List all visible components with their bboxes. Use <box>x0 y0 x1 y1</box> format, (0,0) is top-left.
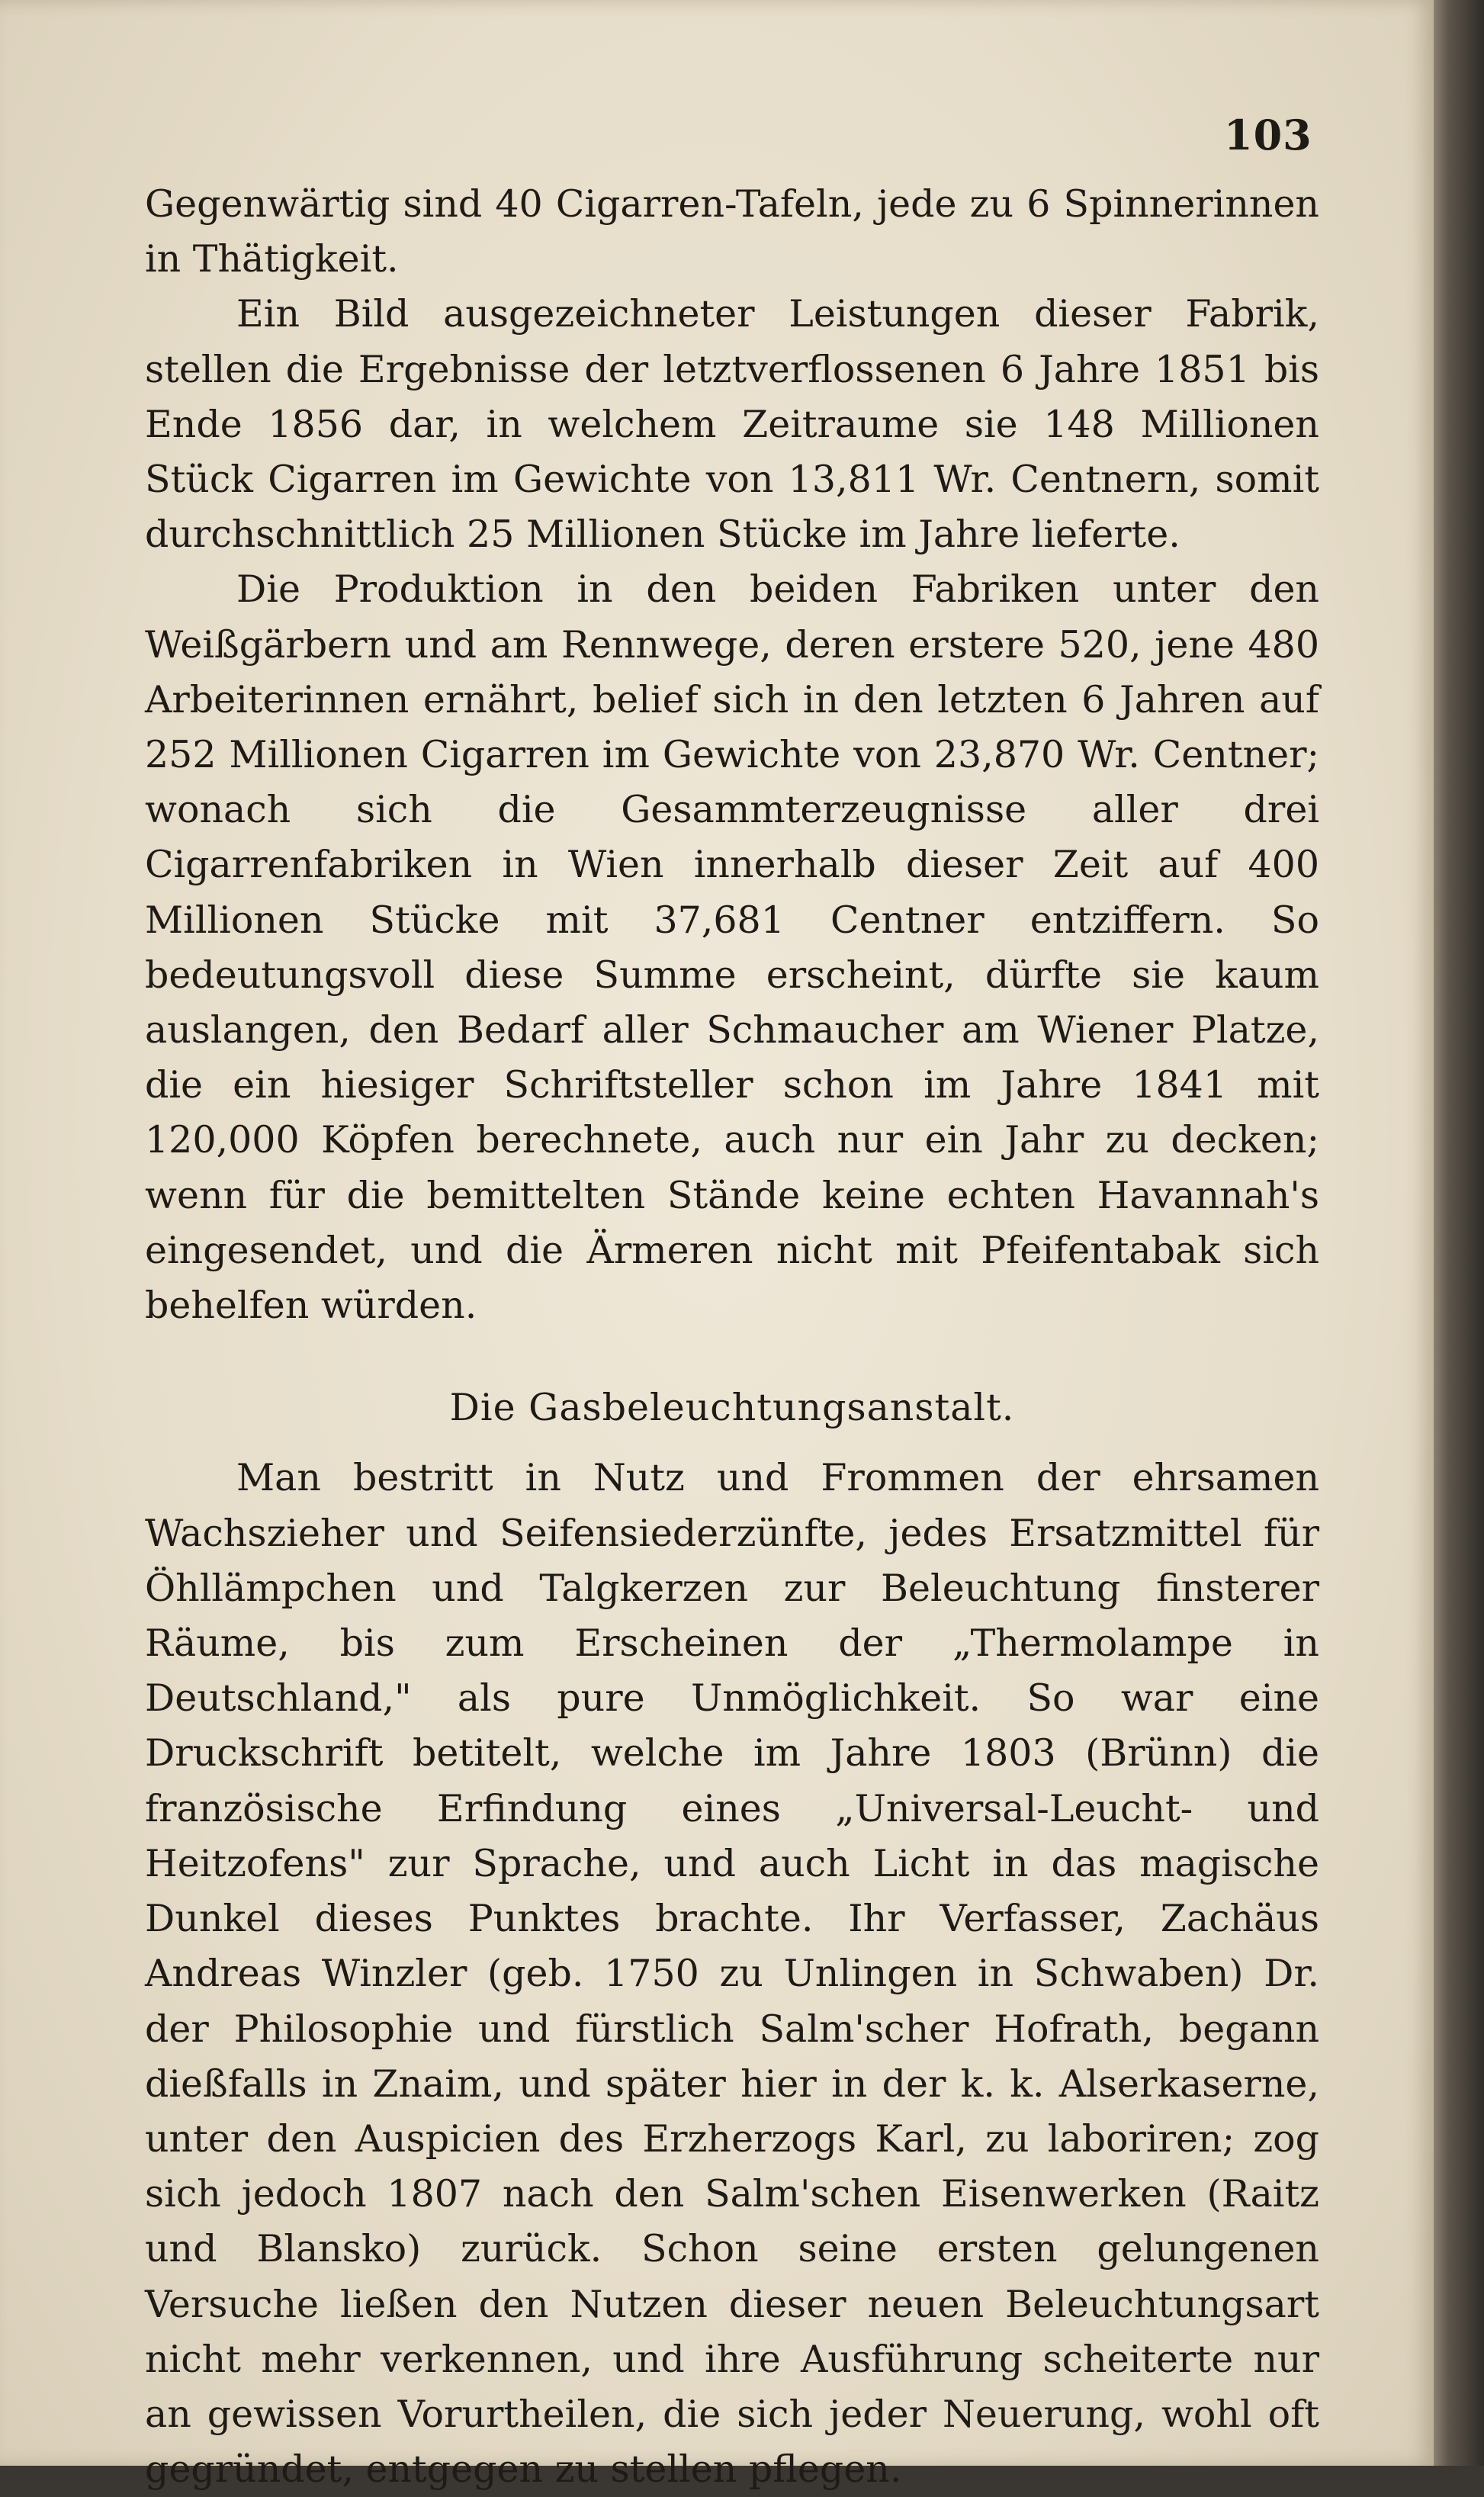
book-edge <box>1434 0 1484 2466</box>
paragraph-2: Ein Bild ausgezeichneter Leistungen dieser Fabrik, stellen die Ergebnisse der letztverflossenen 6 Jahre 1851 bis Ende 1856 dar, in welchem Zeitraume sie 148 Millionen Stück Cigarren im Gewichte von 13,811 Wr. Centnern, somit durchschnittlich 25 Millionen Stücke im Jahre lieferte. <box>145 292 1319 557</box>
paragraph-4: Man bestritt in Nutz und Frommen der ehrsamen Wachszieher und Seifensiederzünfte, jedes Ersatzmittel für Öhllämpchen und Talgkerzen zur Beleuchtung finsterer Räume, bis zum Erscheinen der „Thermolampe in Deutschland," als pure Unmöglichkeit. So war eine Druckschrift betitelt, welche im Jahre 1803 (Brünn) die französische Erfindung eines „Universal-Leucht- und Heitzofens" zur Sprache, und auch Licht in das magische Dunkel dieses Punktes brachte. Ihr Verfasser, Zachäus Andreas Winzler (geb. 1750 zu Unlingen in Schwaben) Dr. der Philosophie und fürstlich Salm'scher Hofrath, begann dießfalls in Znaim, und später hier in der k. k. Alserkaserne, unter den Auspicien des Erzherzogs Karl, zu laboriren; zog sich jedoch 1807 nach den Salm'schen Eisenwerken (Raitz und Blansko) zurück. Schon seine ersten gelungenen Versuche ließen den Nutzen dieser neuen Beleuchtungsart nicht mehr verkennen, und ihre Ausführung scheiterte nur an gewissen Vorurtheilen, die sich jeder Neuerung, wohl oft gegründet, entgegen zu stellen pflegen. <box>145 1456 1319 2492</box>
paragraph-1: Gegenwärtig sind 40 Cigarren-Tafeln, jede zu 6 Spinnerinnen in Thätigkeit. <box>145 182 1319 281</box>
body-text <box>145 177 1319 2497</box>
page-number: 103 <box>1224 111 1312 159</box>
paragraph-3: Die Produktion in den beiden Fabriken unter den Weißgärbern und am Rennwege, deren erstere 520, jene 480 Arbeiterinnen ernährt, belief sich in den letzten 6 Jahren auf 252 Millionen Cigarren im Gewichte von 23,870 Wr. Centner; wonach sich die Gesammterzeugnisse aller drei Cigarrenfabriken in Wien innerhalb dieser Zeit auf 400 Millionen Stücke mit 37,681 Centner entziffern. So bedeutungsvoll diese Summe erscheint, dürfte sie kaum auslangen, den Bedarf aller Schmaucher am Wiener Platze, die ein hiesiger Schriftsteller schon im Jahre 1841 mit 120,000 Köpfen berechnete, auch nur ein Jahr zu decken; wenn für die bemittelten Stände keine echten Havannah's eingesendet, und die Ärmeren nicht mit Pfeifentabak sich behelfen würden. <box>145 567 1319 1328</box>
section-heading: Die Gasbeleuchtungsanstalt. <box>449 1386 1015 1430</box>
